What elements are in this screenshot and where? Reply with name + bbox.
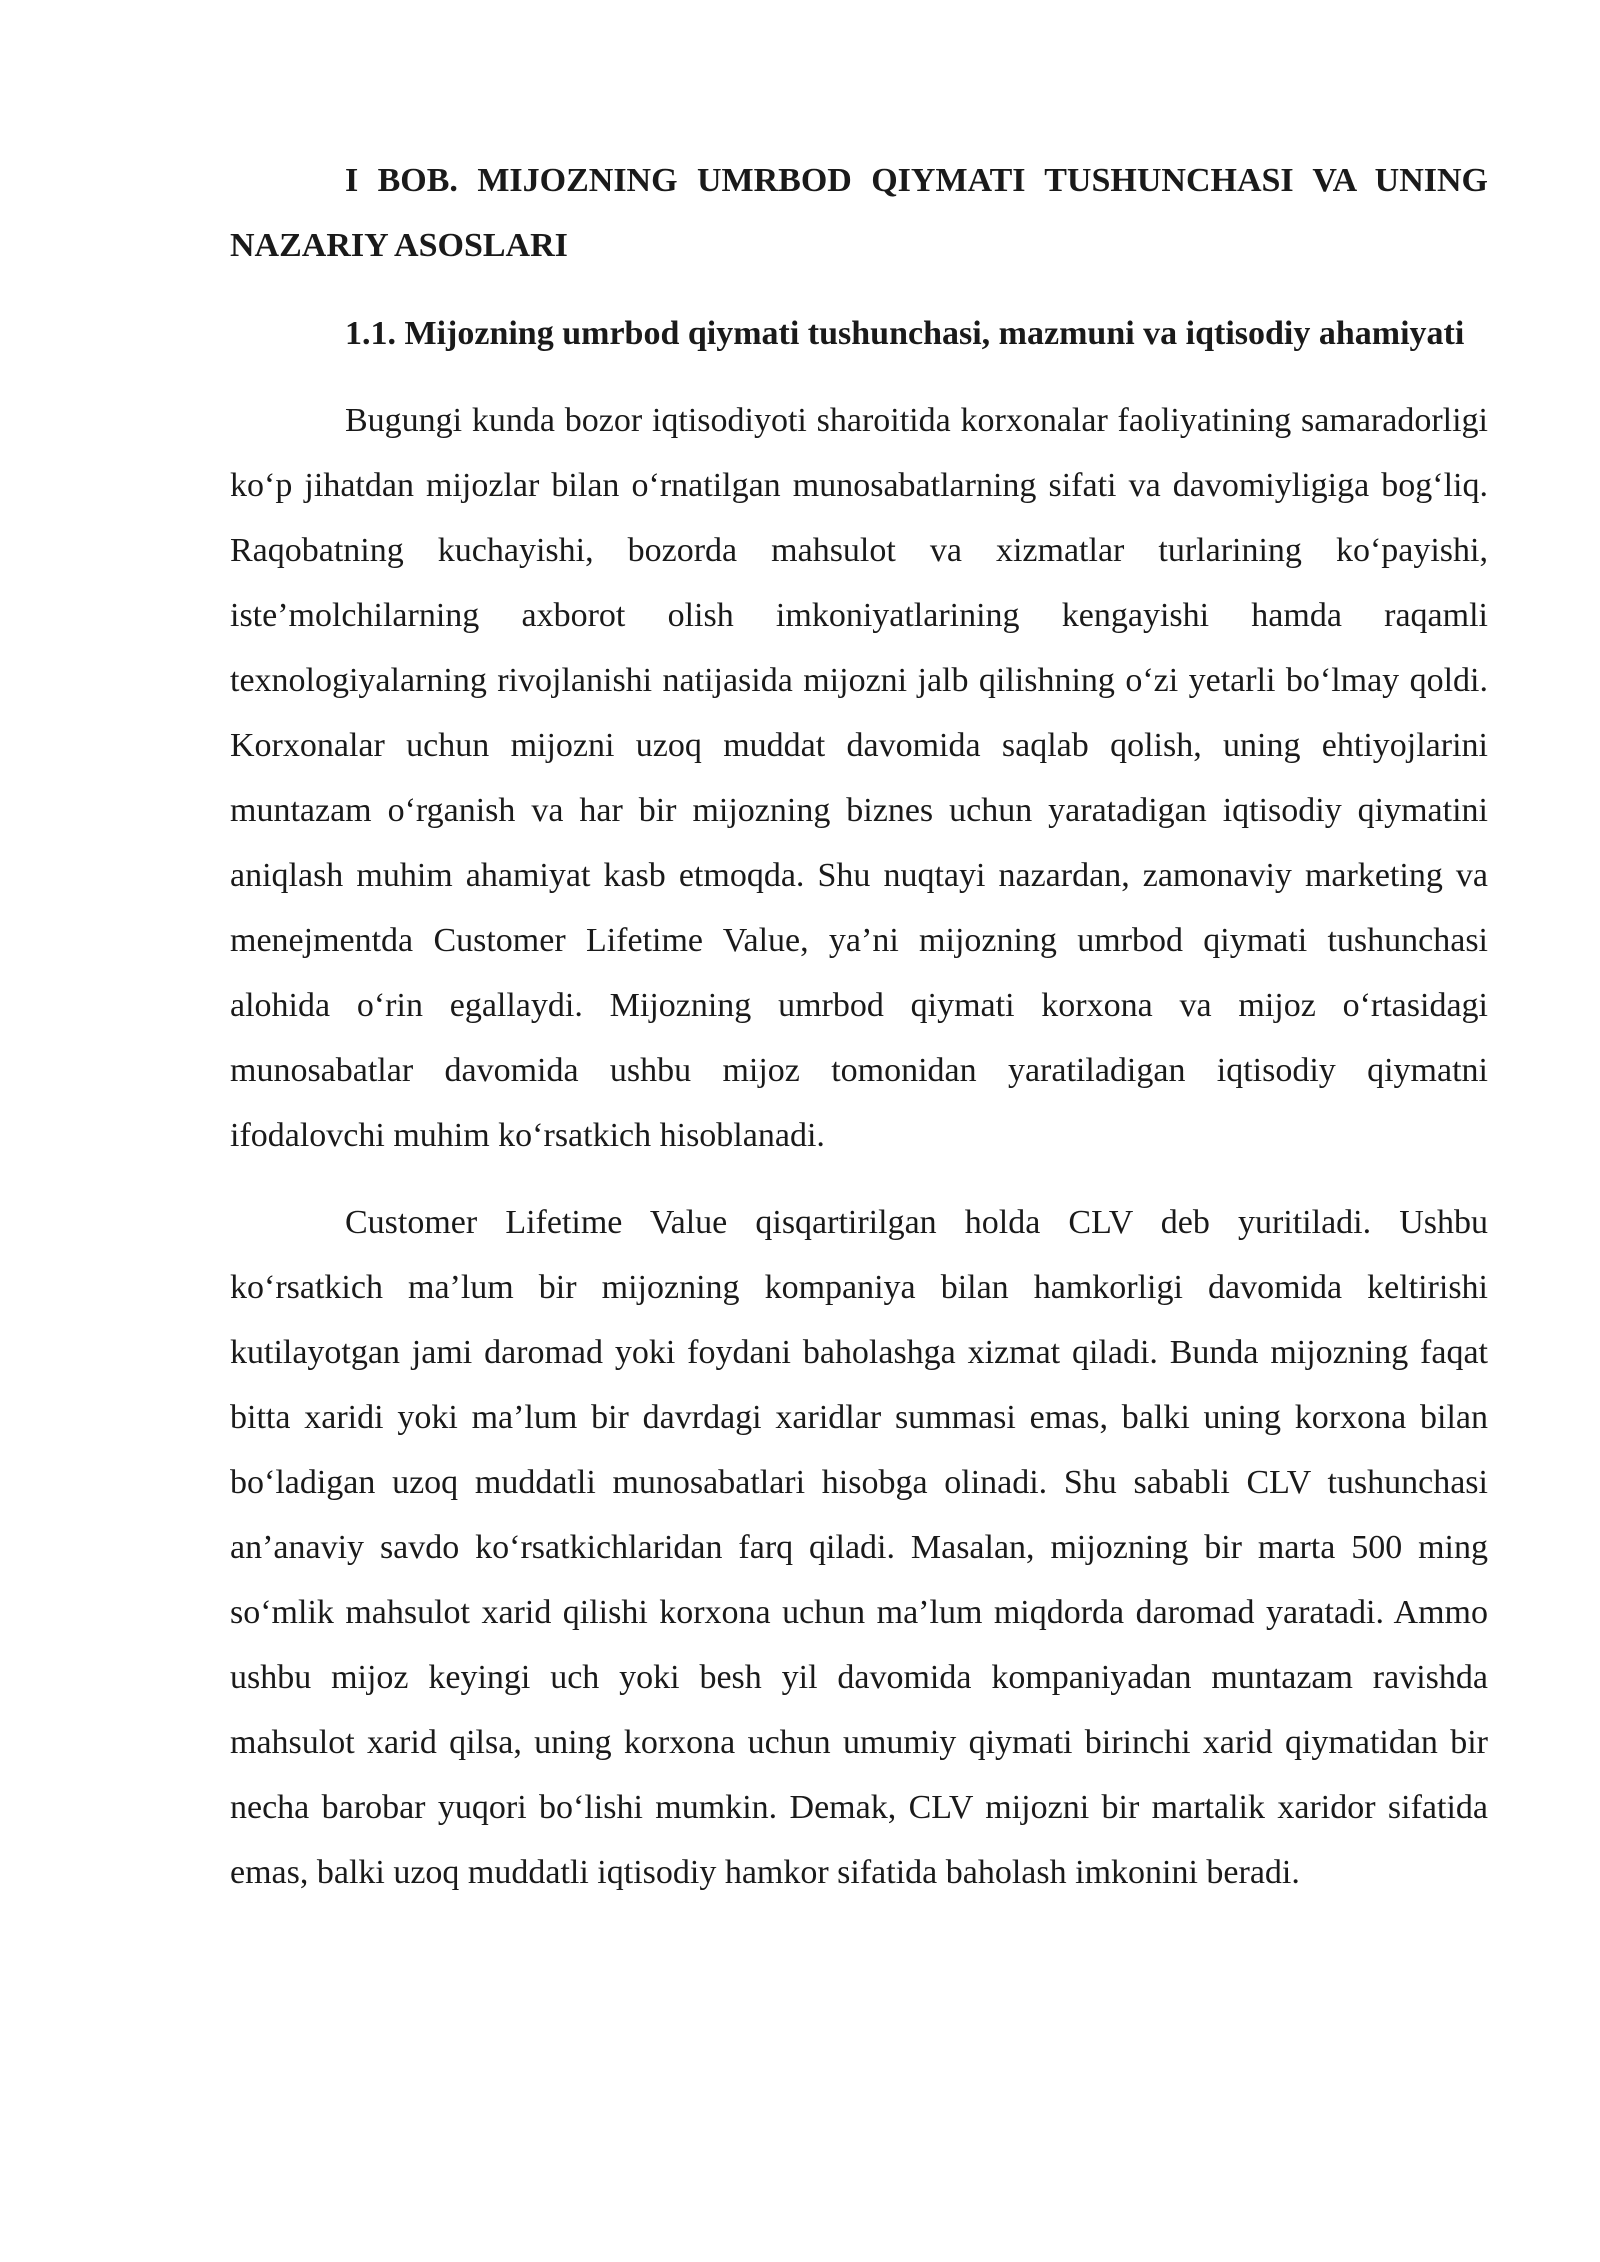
chapter-heading: I BOB. MIJOZNING UMRBOD QIYMATI TUSHUNCHASI VA UNING NAZARIY ASOSLARI <box>230 162 1488 264</box>
body-paragraph-2: Customer Lifetime Value qisqartirilgan holda CLV deb yuritiladi. Ushbu ko‘rsatkich ma’lum bir mijozning kompaniya bilan hamkorligi davomida keltirishi kutilayotgan jami daromad yoki foydani baholashga xizmat qiladi. Bunda mijozning faqat bitta xaridi yoki ma’lum bir davrdagi xaridlar summasi emas, balki uning korxona bilan bo‘ladigan uzoq muddatli munosabatlari hisobga olinadi. Shu sababli CLV tushunchasi an’anaviy savdo ko‘rsatkichlaridan farq qiladi. Masalan, mijozning bir marta 500 ming so‘mlik mahsulot xarid qilishi korxona uchun ma’lum miqdorda daromad yaratadi. Ammo ushbu mijoz keyingi uch yoki besh yil davomida kompaniyadan muntazam ravishda mahsulot xarid qilsa, uning korxona uchun umumiy qiymati birinchi xarid qiymatidan bir necha barobar yuqori bo‘lishi mumkin. Demak, CLV mijozni bir martalik xaridor sifatida emas, balki uzoq muddatli iqtisodiy hamkor sifatida baholash imkonini beradi. <box>230 1204 1488 1891</box>
body-paragraph-1: Bugungi kunda bozor iqtisodiyoti sharoitida korxonalar faoliyatining samaradorligi ko‘p jihatdan mijozlar bilan o‘rnatilgan munosabatlarning sifati va davomiyligiga bog‘liq. Raqobatning kuchayishi, bozorda mahsulot va xizmatlar turlarining ko‘payishi, iste’molchilarning axborot olish imkoniyatlarining kengayishi hamda raqamli texnologiyalarning rivojlanishi natijasida mijozni jalb qilishning o‘zi yetarli bo‘lmay qoldi. Korxonalar uchun mijozni uzoq muddat davomida saqlab qolish, uning ehtiyojlarini muntazam o‘rganish va har bir mijozning biznes uchun yaratadigan iqtisodiy qiymatini aniqlash muhim ahamiyat kasb etmoqda. Shu nuqtayi nazardan, zamonaviy marketing va menejmentda Customer Lifetime Value, ya’ni mijozning umrbod qiymati tushunchasi alohida o‘rin egallaydi. Mijozning umrbod qiymati korxona va mijoz o‘rtasidagi munosabatlar davomida ushbu mijoz tomonidan yaratiladigan iqtisodiy qiymatni ifodalovchi muhim ko‘rsatkich hisoblanadi. <box>230 402 1488 1154</box>
document-page <box>230 148 1488 1905</box>
section-heading: 1.1. Mijozning umrbod qiymati tushunchasi, mazmuni va iqtisodiy ahamiyati <box>345 315 1465 352</box>
